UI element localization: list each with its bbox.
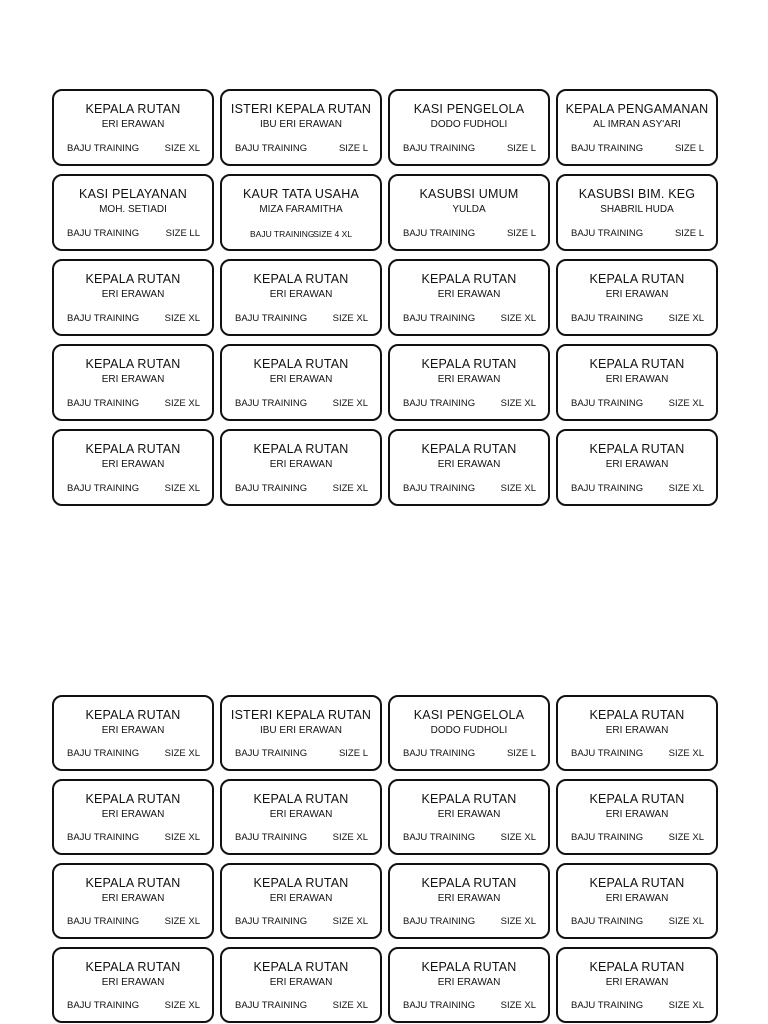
label-size: SIZE XL (500, 1000, 536, 1011)
label-size: SIZE XL (164, 748, 200, 759)
label-title: KEPALA RUTAN (421, 357, 517, 371)
label-person-name: ERI ERAWAN (437, 977, 501, 988)
label-title: KEPALA RUTAN (421, 876, 517, 890)
name-label-card (220, 695, 382, 771)
name-label-card (52, 947, 214, 1023)
name-label-card (556, 429, 718, 506)
label-size: SIZE XL (668, 1000, 704, 1011)
label-title: KEPALA RUTAN (85, 442, 181, 456)
name-label-card (52, 695, 214, 771)
label-item: BAJU TRAINING (67, 1000, 140, 1011)
label-size: SIZE XL (668, 916, 704, 927)
label-title: KEPALA RUTAN (253, 876, 349, 890)
name-label-card (388, 344, 550, 421)
label-title: KEPALA RUTAN (85, 708, 181, 722)
label-title: KEPALA RUTAN (589, 272, 685, 286)
label-person-name: ERI ERAWAN (269, 893, 333, 904)
label-size: SIZE XL (332, 483, 368, 494)
label-item: BAJU TRAINING (403, 313, 476, 324)
label-item: BAJU TRAINING (235, 398, 308, 409)
label-title: KASI PENGELOLA (413, 102, 525, 116)
label-title: KEPALA RUTAN (589, 708, 685, 722)
name-label-card (556, 947, 718, 1023)
name-label-card (556, 695, 718, 771)
label-person-name: ERI ERAWAN (269, 977, 333, 988)
name-label-card (220, 344, 382, 421)
label-person-name: IBU ERI ERAWAN (259, 725, 343, 736)
label-size: SIZE XL (164, 916, 200, 927)
label-item: BAJU TRAINING (67, 228, 140, 239)
label-item: BAJU TRAINING (67, 313, 140, 324)
label-title: KEPALA RUTAN (589, 357, 685, 371)
name-label-card (388, 259, 550, 336)
label-person-name: ERI ERAWAN (101, 809, 165, 820)
name-label-card (52, 779, 214, 855)
label-item: BAJU TRAINING (403, 1000, 476, 1011)
label-size: SIZE XL (500, 916, 536, 927)
name-label-card (220, 863, 382, 939)
label-size: SIZE L (506, 228, 536, 239)
label-person-name: ERI ERAWAN (605, 977, 669, 988)
label-title: KEPALA RUTAN (85, 792, 181, 806)
name-label-card (52, 89, 214, 166)
label-title: KEPALA RUTAN (421, 272, 517, 286)
label-title: KASI PENGELOLA (413, 708, 525, 722)
label-title: KEPALA RUTAN (421, 792, 517, 806)
label-size: SIZE XL (668, 748, 704, 759)
label-person-name: YULDA (452, 204, 486, 215)
label-person-name: ERI ERAWAN (437, 893, 501, 904)
name-label-card (388, 779, 550, 855)
label-title: KEPALA RUTAN (589, 792, 685, 806)
name-label-card (52, 863, 214, 939)
label-person-name: ERI ERAWAN (269, 459, 333, 470)
label-size: SIZE XL (164, 313, 200, 324)
label-item: BAJU TRAINING (235, 748, 308, 759)
label-item: BAJU TRAINING (235, 916, 308, 927)
label-item: BAJU TRAINING (403, 398, 476, 409)
name-label-card (220, 779, 382, 855)
label-size: SIZE XL (332, 313, 368, 324)
label-item: BAJU TRAINING (571, 228, 644, 239)
label-person-name: ERI ERAWAN (101, 374, 165, 385)
label-size: SIZE XL (332, 916, 368, 927)
label-size: SIZE L (506, 143, 536, 154)
name-label-card (52, 259, 214, 336)
name-label-card (388, 947, 550, 1023)
label-title: ISTERI KEPALA RUTAN (230, 708, 372, 722)
label-person-name: ERI ERAWAN (101, 893, 165, 904)
label-item: BAJU TRAINING (571, 832, 644, 843)
label-size: SIZE LL (165, 228, 200, 239)
label-person-name: ERI ERAWAN (605, 893, 669, 904)
label-size: SIZE XL (500, 313, 536, 324)
name-label-card (52, 344, 214, 421)
label-item: BAJU TRAINING (67, 398, 140, 409)
label-grid (52, 695, 718, 1023)
label-item: BAJU TRAINING (250, 229, 315, 239)
label-sheet-bottom (52, 695, 718, 1023)
label-size: SIZE XL (332, 832, 368, 843)
name-label-card (556, 89, 718, 166)
label-item: BAJU TRAINING (235, 832, 308, 843)
label-size: SIZE XL (668, 832, 704, 843)
label-person-name: ERI ERAWAN (101, 459, 165, 470)
name-label-card (52, 174, 214, 251)
label-size: SIZE XL (668, 313, 704, 324)
label-item: BAJU TRAINING (403, 832, 476, 843)
label-size: SIZE 4 XL (313, 229, 352, 239)
label-title: KEPALA RUTAN (253, 960, 349, 974)
label-size: SIZE XL (500, 483, 536, 494)
label-person-name: MOH. SETIADI (99, 204, 167, 215)
label-item: BAJU TRAINING (403, 916, 476, 927)
label-title: KEPALA RUTAN (589, 442, 685, 456)
label-person-name: ERI ERAWAN (269, 289, 333, 300)
name-label-card (556, 863, 718, 939)
label-size: SIZE XL (164, 832, 200, 843)
label-person-name: ERI ERAWAN (101, 725, 165, 736)
label-size: SIZE XL (668, 398, 704, 409)
label-grid (52, 89, 718, 506)
label-person-name: ERI ERAWAN (269, 374, 333, 385)
name-label-card (556, 779, 718, 855)
label-title: KEPALA RUTAN (421, 442, 517, 456)
label-size: SIZE XL (500, 398, 536, 409)
name-label-card (556, 344, 718, 421)
label-item: BAJU TRAINING (235, 483, 308, 494)
label-person-name: ERI ERAWAN (437, 289, 501, 300)
label-person-name: DODO FUDHOLI (430, 119, 508, 130)
name-label-card (220, 89, 382, 166)
label-size: SIZE L (338, 143, 368, 154)
label-person-name: IBU ERI ERAWAN (259, 119, 343, 130)
label-title: KASUBSI UMUM (419, 187, 519, 201)
name-label-card (388, 89, 550, 166)
label-title: KEPALA RUTAN (85, 102, 181, 116)
label-person-name: ERI ERAWAN (605, 374, 669, 385)
label-title: KEPALA RUTAN (85, 876, 181, 890)
label-item: BAJU TRAINING (571, 313, 644, 324)
label-title: KEPALA RUTAN (253, 357, 349, 371)
label-person-name: ERI ERAWAN (101, 289, 165, 300)
label-size: SIZE XL (164, 1000, 200, 1011)
label-item: BAJU TRAINING (67, 916, 140, 927)
label-item: BAJU TRAINING (67, 748, 140, 759)
label-person-name: DODO FUDHOLI (430, 725, 508, 736)
label-item: BAJU TRAINING (571, 748, 644, 759)
label-title: KAUR TATA USAHA (243, 187, 359, 201)
label-title: KEPALA RUTAN (589, 960, 685, 974)
label-item: BAJU TRAINING (403, 228, 476, 239)
label-item: BAJU TRAINING (403, 143, 476, 154)
label-title: KEPALA RUTAN (253, 442, 349, 456)
label-title: KASUBSI BIM. KEG (578, 187, 696, 201)
label-sheet-top (52, 89, 718, 506)
label-item: BAJU TRAINING (403, 748, 476, 759)
label-size: SIZE XL (164, 143, 200, 154)
label-person-name: ERI ERAWAN (437, 374, 501, 385)
label-person-name: ERI ERAWAN (101, 977, 165, 988)
label-person-name: ERI ERAWAN (605, 459, 669, 470)
label-title: ISTERI KEPALA RUTAN (230, 102, 372, 116)
label-person-name: ERI ERAWAN (101, 119, 165, 130)
label-item: BAJU TRAINING (571, 483, 644, 494)
name-label-card (556, 174, 718, 251)
label-person-name: ERI ERAWAN (605, 809, 669, 820)
label-person-name: ERI ERAWAN (605, 289, 669, 300)
label-size: SIZE XL (668, 483, 704, 494)
label-person-name: ERI ERAWAN (605, 725, 669, 736)
label-title: KEPALA RUTAN (85, 272, 181, 286)
name-label-card (388, 174, 550, 251)
label-item: BAJU TRAINING (403, 483, 476, 494)
label-person-name: ERI ERAWAN (437, 809, 501, 820)
name-label-card (220, 429, 382, 506)
name-label-card (52, 429, 214, 506)
label-item: BAJU TRAINING (235, 143, 308, 154)
label-size: SIZE XL (332, 398, 368, 409)
label-title: KASI PELAYANAN (79, 187, 187, 201)
label-item: BAJU TRAINING (571, 143, 644, 154)
name-label-card (556, 259, 718, 336)
name-label-card (388, 695, 550, 771)
name-label-card (220, 947, 382, 1023)
name-label-card (388, 863, 550, 939)
label-person-name: SHABRIL HUDA (600, 204, 674, 215)
label-title: KEPALA RUTAN (85, 960, 181, 974)
label-size: SIZE XL (332, 1000, 368, 1011)
label-item: BAJU TRAINING (67, 832, 140, 843)
label-person-name: AL IMRAN ASY'ARI (593, 119, 681, 130)
name-label-card (388, 429, 550, 506)
name-label-card (220, 174, 382, 251)
label-size: SIZE L (338, 748, 368, 759)
label-title: KEPALA RUTAN (589, 876, 685, 890)
label-title: KEPALA RUTAN (421, 960, 517, 974)
label-title: KEPALA PENGAMANAN (565, 102, 709, 116)
label-item: BAJU TRAINING (235, 313, 308, 324)
label-item: BAJU TRAINING (67, 143, 140, 154)
label-size: SIZE L (674, 228, 704, 239)
label-item: BAJU TRAINING (571, 1000, 644, 1011)
label-size: SIZE XL (164, 483, 200, 494)
label-item: BAJU TRAINING (67, 483, 140, 494)
label-size: SIZE XL (164, 398, 200, 409)
label-person-name: ERI ERAWAN (269, 809, 333, 820)
name-label-card (220, 259, 382, 336)
label-title: KEPALA RUTAN (253, 272, 349, 286)
label-title: KEPALA RUTAN (253, 792, 349, 806)
label-item: BAJU TRAINING (571, 916, 644, 927)
label-item: BAJU TRAINING (571, 398, 644, 409)
label-person-name: ERI ERAWAN (437, 459, 501, 470)
label-size: SIZE L (506, 748, 536, 759)
label-item: BAJU TRAINING (235, 1000, 308, 1011)
label-size: SIZE XL (500, 832, 536, 843)
label-person-name: MIZA FARAMITHA (259, 204, 343, 215)
label-size: SIZE L (674, 143, 704, 154)
label-title: KEPALA RUTAN (85, 357, 181, 371)
